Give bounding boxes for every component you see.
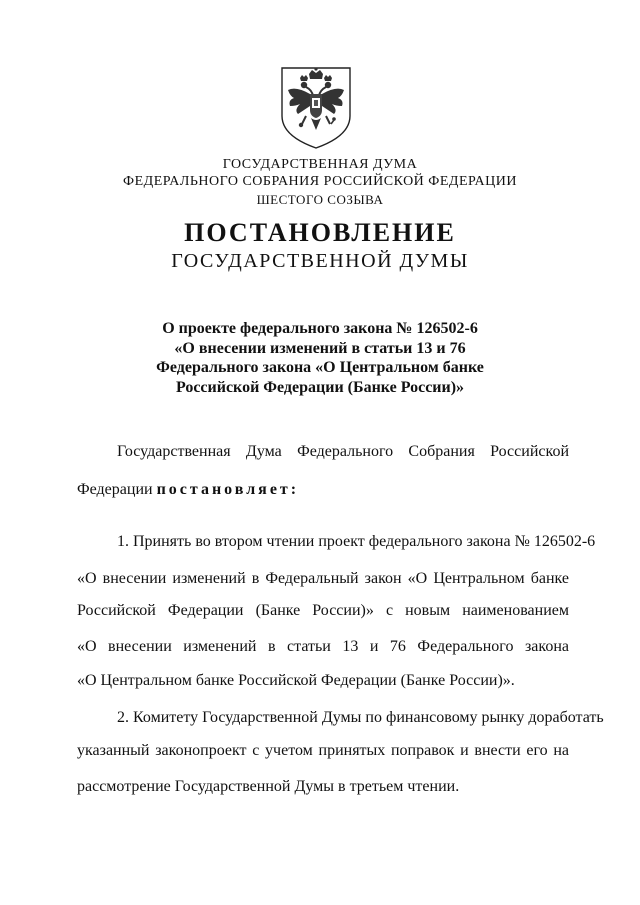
document-subtitle: ГОСУДАРСТВЕННОЙ ДУМЫ: [171, 250, 469, 272]
document-title: ПОСТАНОВЛЕНИЕ: [184, 218, 456, 247]
document-subject: [0, 319, 640, 397]
item2-line-1: 2. Комитету Государственной Думы по финансовому рынку доработать: [117, 709, 604, 726]
item1-line-1: 1. Принять во втором чтении проект федерального закона № 126502-6: [117, 533, 596, 550]
convocation-line: ШЕСТОГО СОЗЫВА: [256, 192, 384, 207]
item1-line-2: «О внесении изменений в Федеральный закон «О Центральном банке: [77, 570, 569, 587]
issuer-line-2: ФЕДЕРАЛЬНОГО СОБРАНИЯ РОССИЙСКОЙ ФЕДЕРАЦИИ: [123, 174, 517, 189]
preamble-line-2: [77, 481, 299, 499]
item1-line-3: Российской Федерации (Банке России)» с новым наименованием: [77, 602, 569, 619]
issuer-line-1: ГОСУДАРСТВЕННАЯ ДУМА: [222, 157, 418, 172]
item1-line-4: «О внесении изменений в статьи 13 и 76 Федерального закона: [77, 638, 569, 655]
item2-line-3: рассмотрение Государственной Думы в третьем чтении.: [77, 778, 460, 795]
preamble-line-1: Государственная Дума Федерального Собрания Российской: [117, 443, 569, 460]
item2-line-2: указанный законопроект с учетом принятых поправок и внести его на: [77, 742, 569, 759]
decision-verb: постановляет:: [156, 481, 300, 498]
subject-line: «О внесении изменений в статьи 13 и 76: [174, 339, 466, 357]
subject-line: Федерального закона «О Центральном банке: [156, 359, 484, 376]
subject-line: Российской Федерации (Банке России)»: [175, 378, 465, 396]
item1-line-5: «О Центральном банке Российской Федерации (Банке России)».: [77, 672, 515, 689]
preamble-text: Федерации: [77, 481, 153, 498]
subject-line: О проекте федерального закона № 126502-6: [162, 320, 478, 337]
coat-of-arms-icon: [276, 60, 356, 150]
